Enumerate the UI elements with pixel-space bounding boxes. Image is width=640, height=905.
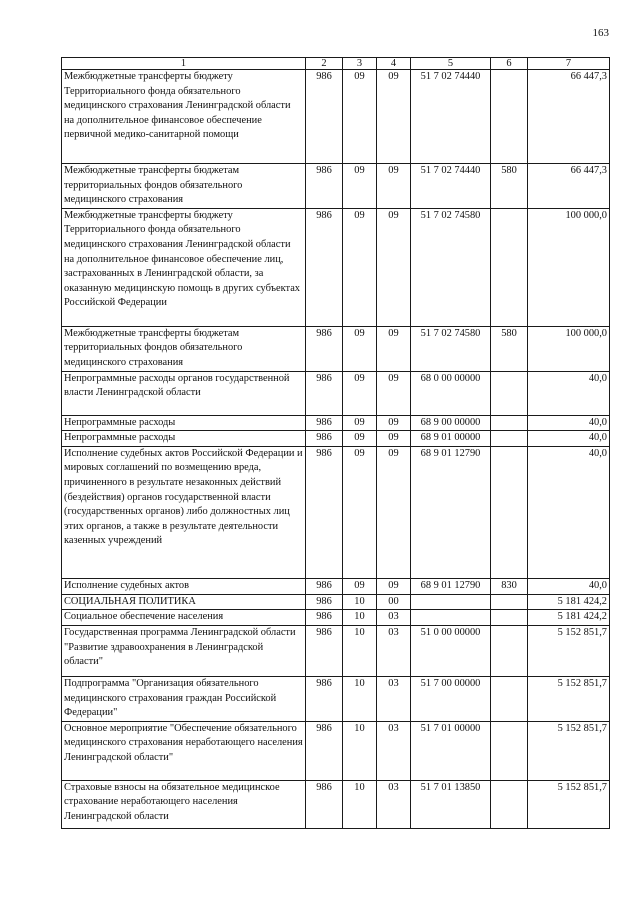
row-section-code: 09 xyxy=(343,446,377,578)
row-grbs-code: 986 xyxy=(306,164,343,209)
row-expense-type-code xyxy=(491,446,528,578)
row-section-code: 10 xyxy=(343,780,377,828)
row-expense-type-code xyxy=(491,676,528,721)
row-name: Межбюджетные трансферты бюджетам территориальных фондов обязательного медицинского страхования xyxy=(62,164,306,209)
row-amount: 5 152 851,7 xyxy=(528,780,610,828)
row-subsection-code: 09 xyxy=(377,326,411,371)
row-target-article-code: 51 7 01 13850 xyxy=(411,780,491,828)
row-target-article-code: 68 9 01 12790 xyxy=(411,578,491,594)
row-section-code: 09 xyxy=(343,371,377,415)
row-target-article-code xyxy=(411,594,491,610)
row-amount: 5 181 424,2 xyxy=(528,610,610,626)
row-name: СОЦИАЛЬНАЯ ПОЛИТИКА xyxy=(62,594,306,610)
row-name: Непрограммные расходы органов государственной власти Ленинградской области xyxy=(62,371,306,415)
row-target-article-code: 51 7 02 74580 xyxy=(411,208,491,326)
row-section-code: 10 xyxy=(343,594,377,610)
table-row xyxy=(62,578,610,594)
row-amount: 40,0 xyxy=(528,415,610,431)
row-grbs-code: 986 xyxy=(306,625,343,676)
row-subsection-code: 03 xyxy=(377,780,411,828)
row-amount: 100 000,0 xyxy=(528,208,610,326)
row-grbs-code: 986 xyxy=(306,326,343,371)
row-expense-type-code xyxy=(491,610,528,626)
row-name: Социальное обеспечение населения xyxy=(62,610,306,626)
row-expense-type-code xyxy=(491,208,528,326)
row-subsection-code: 03 xyxy=(377,721,411,780)
row-section-code: 10 xyxy=(343,610,377,626)
row-target-article-code: 68 0 00 00000 xyxy=(411,371,491,415)
row-section-code: 10 xyxy=(343,625,377,676)
table-row xyxy=(62,70,610,164)
row-subsection-code: 09 xyxy=(377,164,411,209)
row-expense-type-code: 580 xyxy=(491,326,528,371)
row-grbs-code: 986 xyxy=(306,371,343,415)
row-expense-type-code xyxy=(491,780,528,828)
header-row xyxy=(62,58,610,70)
row-grbs-code: 986 xyxy=(306,446,343,578)
row-subsection-code: 00 xyxy=(377,594,411,610)
row-section-code: 09 xyxy=(343,208,377,326)
row-subsection-code: 09 xyxy=(377,70,411,164)
table-row xyxy=(62,780,610,828)
row-section-code: 09 xyxy=(343,431,377,447)
table-row xyxy=(62,326,610,371)
row-section-code: 10 xyxy=(343,676,377,721)
row-subsection-code: 09 xyxy=(377,415,411,431)
row-target-article-code: 51 7 02 74440 xyxy=(411,164,491,209)
row-section-code: 09 xyxy=(343,326,377,371)
row-expense-type-code xyxy=(491,594,528,610)
row-target-article-code: 68 9 01 00000 xyxy=(411,431,491,447)
row-amount: 40,0 xyxy=(528,578,610,594)
header-cell-4: 4 xyxy=(377,58,411,70)
row-grbs-code: 986 xyxy=(306,415,343,431)
row-target-article-code: 51 7 01 00000 xyxy=(411,721,491,780)
row-subsection-code: 09 xyxy=(377,446,411,578)
row-expense-type-code xyxy=(491,415,528,431)
row-grbs-code: 986 xyxy=(306,578,343,594)
budget-table xyxy=(61,57,610,829)
row-amount: 5 181 424,2 xyxy=(528,594,610,610)
row-target-article-code: 51 7 00 00000 xyxy=(411,676,491,721)
row-name: Межбюджетные трансферты бюджету Территориального фонда обязательного медицинского страхования Ленинградской области на дополнительное финансовое обеспечение лиц, застрахованных в Ленинградской области, за оказанную медицинскую помощь в других субъектах Российской Федерации xyxy=(62,208,306,326)
table-row xyxy=(62,594,610,610)
page-number: 163 xyxy=(592,27,609,39)
row-name: Страховые взносы на обязательное медицинское страхование неработающего населения Ленинградской области xyxy=(62,780,306,828)
row-amount: 40,0 xyxy=(528,431,610,447)
header-cell-2: 2 xyxy=(306,58,343,70)
table-row xyxy=(62,415,610,431)
row-subsection-code: 09 xyxy=(377,431,411,447)
table-row xyxy=(62,676,610,721)
row-grbs-code: 986 xyxy=(306,721,343,780)
row-section-code: 09 xyxy=(343,70,377,164)
row-amount: 66 447,3 xyxy=(528,164,610,209)
row-subsection-code: 03 xyxy=(377,625,411,676)
header-cell-6: 6 xyxy=(491,58,528,70)
row-target-article-code: 68 9 01 12790 xyxy=(411,446,491,578)
table-row xyxy=(62,371,610,415)
row-amount: 66 447,3 xyxy=(528,70,610,164)
row-target-article-code: 51 0 00 00000 xyxy=(411,625,491,676)
row-subsection-code: 03 xyxy=(377,676,411,721)
row-section-code: 09 xyxy=(343,164,377,209)
row-amount: 5 152 851,7 xyxy=(528,721,610,780)
row-expense-type-code xyxy=(491,431,528,447)
row-amount: 40,0 xyxy=(528,371,610,415)
table-row xyxy=(62,431,610,447)
row-name: Подпрограмма "Организация обязательного медицинского страхования граждан Российской Федерации" xyxy=(62,676,306,721)
row-target-article-code: 51 7 02 74580 xyxy=(411,326,491,371)
row-grbs-code: 986 xyxy=(306,208,343,326)
header-cell-1: 1 xyxy=(62,58,306,70)
row-grbs-code: 986 xyxy=(306,70,343,164)
table-row xyxy=(62,610,610,626)
row-name: Основное мероприятие "Обеспечение обязательного медицинского страхования неработающего населения Ленинградской области" xyxy=(62,721,306,780)
row-subsection-code: 09 xyxy=(377,208,411,326)
table-row xyxy=(62,721,610,780)
row-grbs-code: 986 xyxy=(306,780,343,828)
row-name: Исполнение судебных актов xyxy=(62,578,306,594)
row-name: Непрограммные расходы xyxy=(62,431,306,447)
header-cell-7: 7 xyxy=(528,58,610,70)
row-target-article-code xyxy=(411,610,491,626)
table-row xyxy=(62,625,610,676)
row-expense-type-code: 830 xyxy=(491,578,528,594)
row-expense-type-code xyxy=(491,70,528,164)
header-cell-5: 5 xyxy=(411,58,491,70)
row-amount: 100 000,0 xyxy=(528,326,610,371)
row-expense-type-code xyxy=(491,721,528,780)
row-name: Межбюджетные трансферты бюджетам территориальных фондов обязательного медицинского страхования xyxy=(62,326,306,371)
row-target-article-code: 51 7 02 74440 xyxy=(411,70,491,164)
row-subsection-code: 09 xyxy=(377,371,411,415)
row-grbs-code: 986 xyxy=(306,594,343,610)
row-expense-type-code xyxy=(491,625,528,676)
row-name: Непрограммные расходы xyxy=(62,415,306,431)
table-row xyxy=(62,446,610,578)
row-amount: 5 152 851,7 xyxy=(528,625,610,676)
row-subsection-code: 09 xyxy=(377,578,411,594)
table-row xyxy=(62,208,610,326)
row-grbs-code: 986 xyxy=(306,431,343,447)
row-subsection-code: 03 xyxy=(377,610,411,626)
row-name: Межбюджетные трансферты бюджету Территориального фонда обязательного медицинского страхования Ленинградской области на дополнительное финансовое обеспечение первичной медико-санитарной помощи xyxy=(62,70,306,164)
row-amount: 40,0 xyxy=(528,446,610,578)
row-amount: 5 152 851,7 xyxy=(528,676,610,721)
table-row xyxy=(62,164,610,209)
row-grbs-code: 986 xyxy=(306,610,343,626)
row-section-code: 09 xyxy=(343,578,377,594)
row-grbs-code: 986 xyxy=(306,676,343,721)
header-cell-3: 3 xyxy=(343,58,377,70)
row-name: Государственная программа Ленинградской области "Развитие здравоохранения в Ленинградской области" xyxy=(62,625,306,676)
row-name: Исполнение судебных актов Российской Федерации и мировых соглашений по возмещению вреда, причиненного в результате незаконных действий (бездействия) органов государственной власти (государственных органов) либо должностных лиц этих органов, а также в результате деятельности казенных учреждений xyxy=(62,446,306,578)
row-target-article-code: 68 9 00 00000 xyxy=(411,415,491,431)
row-expense-type-code xyxy=(491,371,528,415)
row-section-code: 10 xyxy=(343,721,377,780)
row-section-code: 09 xyxy=(343,415,377,431)
row-expense-type-code: 580 xyxy=(491,164,528,209)
